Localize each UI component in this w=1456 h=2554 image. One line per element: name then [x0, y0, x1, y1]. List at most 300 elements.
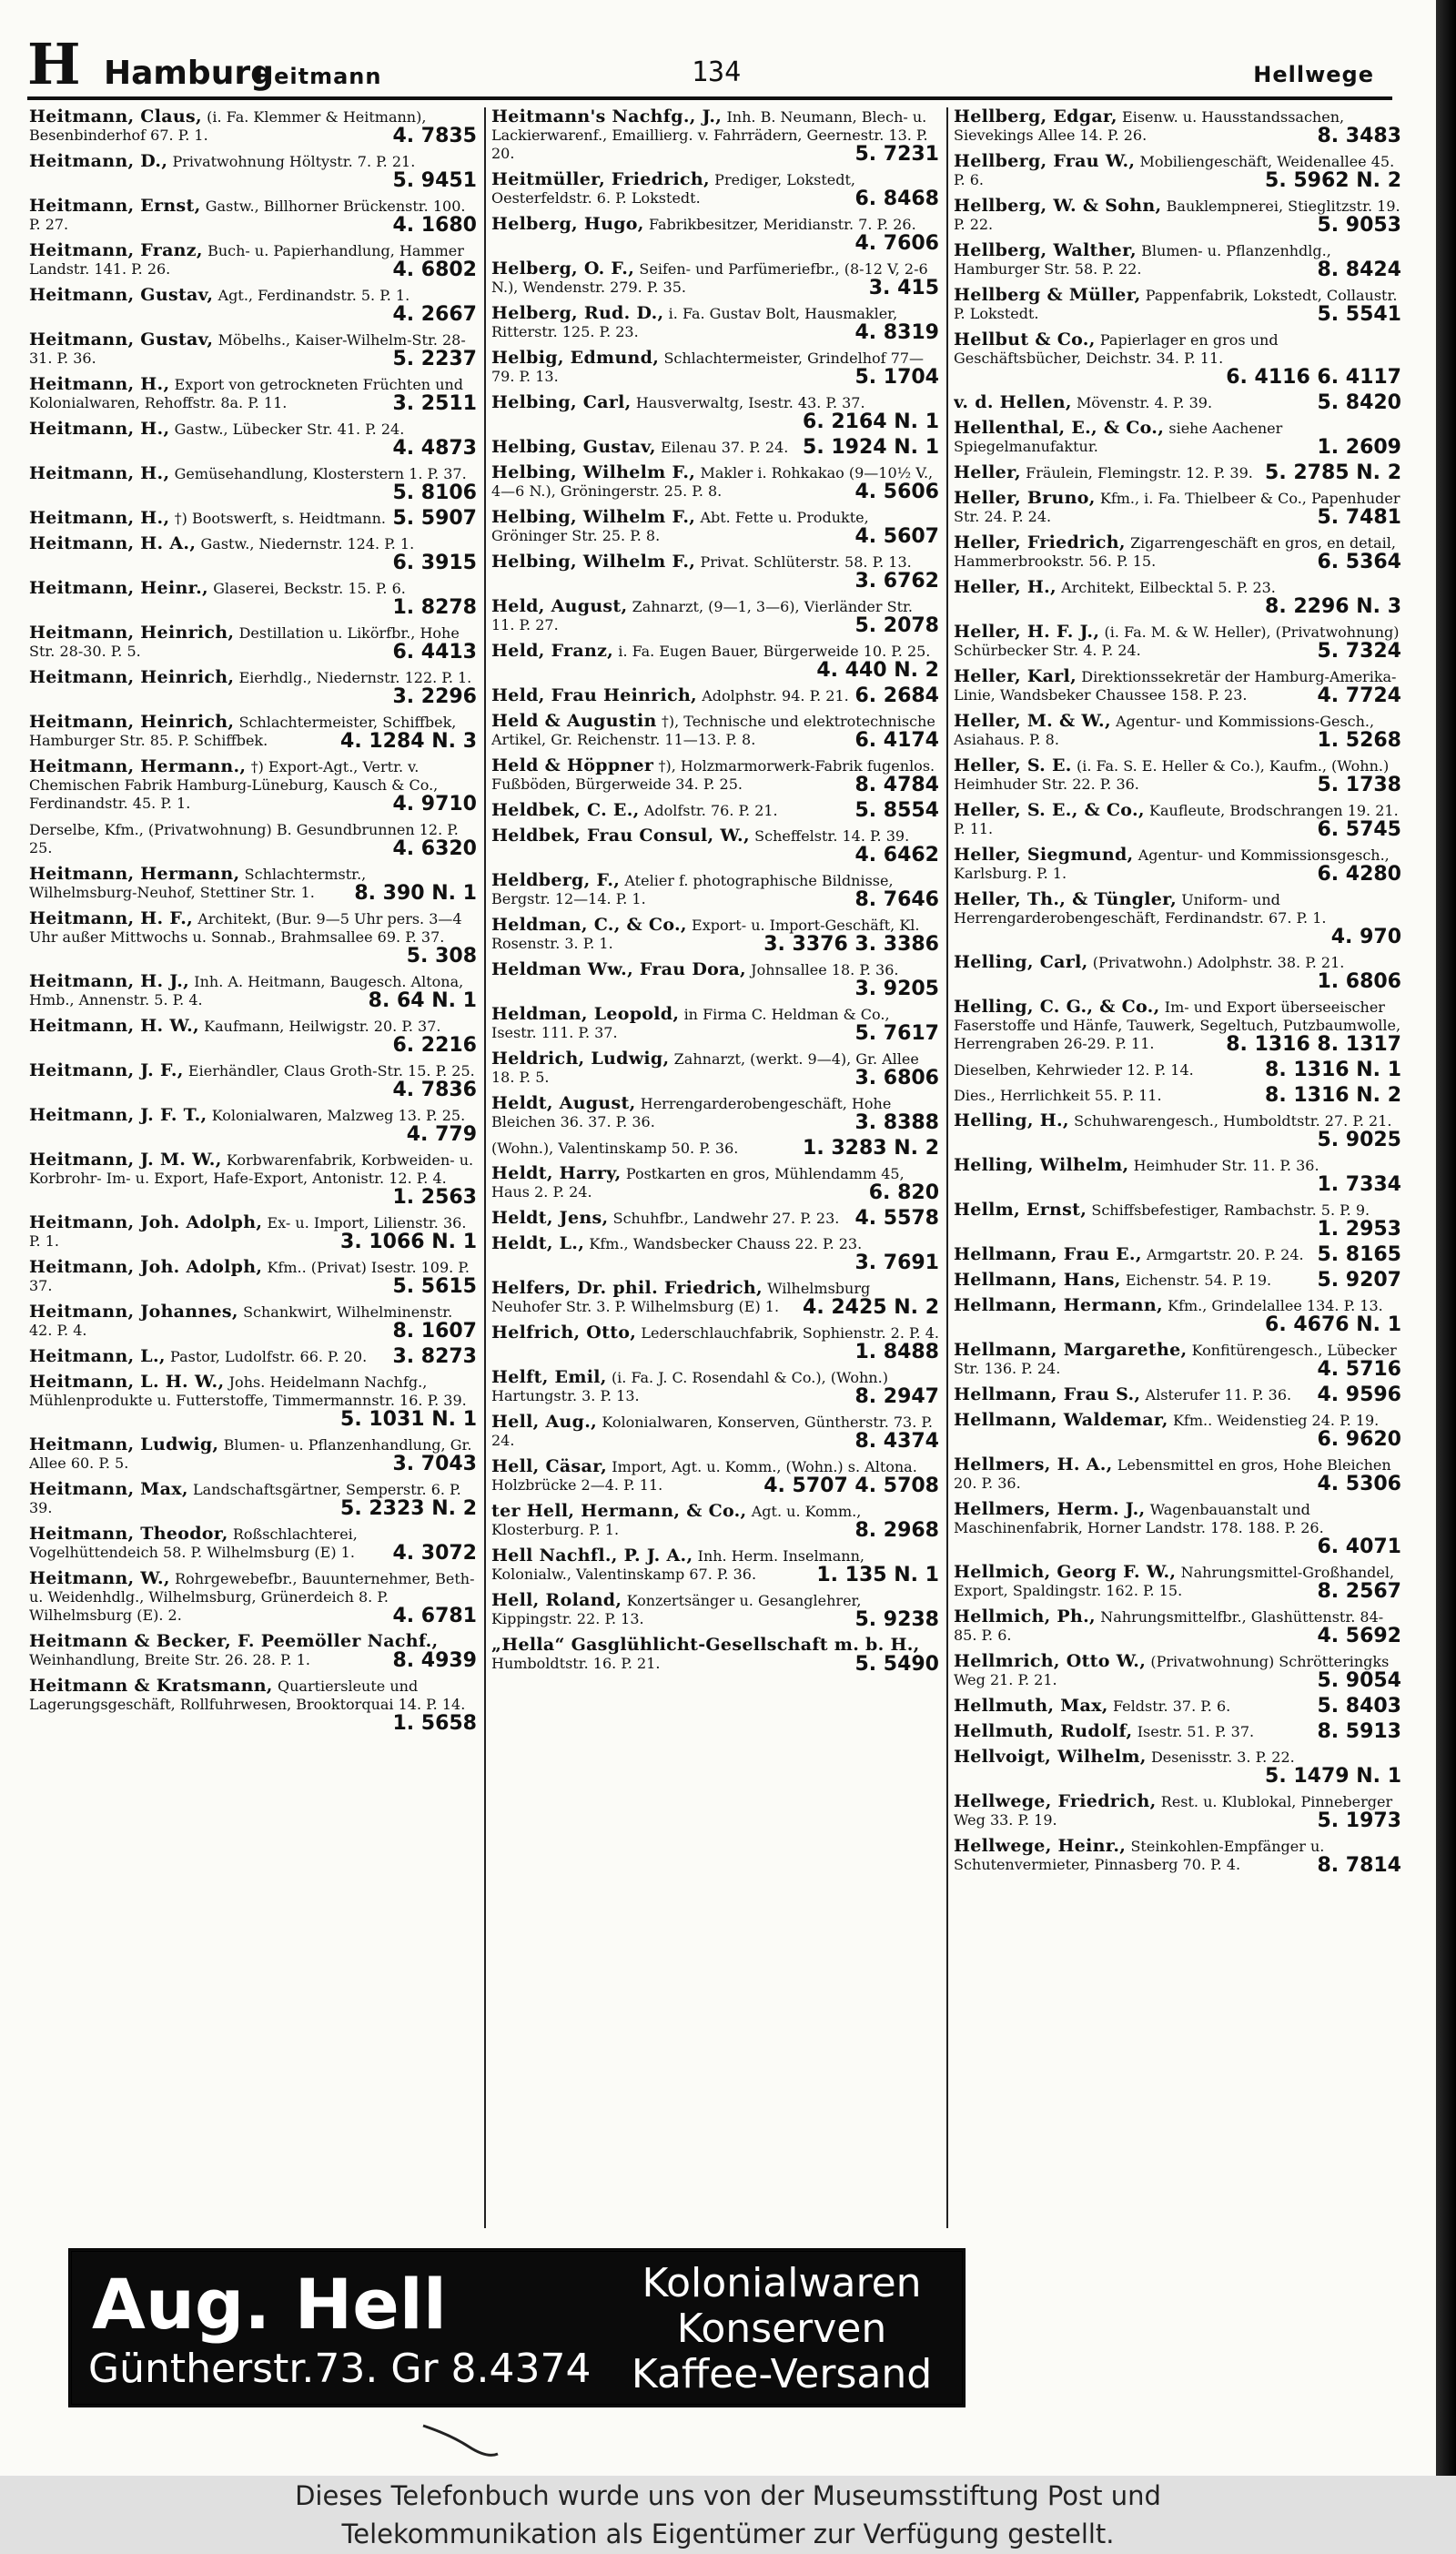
entry-details: Fabrikbesitzer, Meridianstr. 7. P. 26. [648, 216, 916, 233]
entry-name: Heitmann, H. A., [29, 534, 197, 553]
entry-details: Landschaftsgärtner, Semperstr. 6. P. 39. [29, 1481, 461, 1516]
entry-name: Hellmann, Hermann, [954, 1296, 1163, 1315]
section-letter: H [27, 31, 81, 97]
phone-number: 4. 5607 [854, 525, 939, 547]
directory-entry [29, 241, 477, 280]
phone-number: 4. 5707 4. 5708 [763, 1475, 939, 1496]
entry-name: Heldrich, Ludwig, [491, 1049, 670, 1069]
entry-details: Derselbe, Kfm., (Privatwohnung) B. Gesundbrunnen 12. P. 25. [29, 821, 459, 856]
entry-name: Heldbek, Frau Consul, W., [491, 826, 750, 846]
phone-number: 4. 2667 [392, 303, 477, 325]
phone-number: 4. 5716 [1317, 1358, 1401, 1380]
entry-details: Eierhdlg., Niedernstr. 122. P. 1. [238, 669, 472, 686]
directory-entry [29, 1017, 477, 1056]
directory-entry [954, 419, 1401, 458]
phone-number: 4. 9596 [1317, 1385, 1401, 1405]
column-divider [946, 107, 948, 2228]
directory-entry [954, 756, 1401, 796]
phone-number: 3. 7691 [854, 1252, 939, 1273]
entry-name: Heitmann, Max, [29, 1480, 188, 1499]
phone-number: 5. 7231 [854, 143, 939, 165]
entry-name: Heldbek, C. E., [491, 801, 640, 820]
directory-entry [954, 890, 1401, 948]
phone-number: 5. 2078 [854, 614, 939, 636]
directory-entry [954, 578, 1401, 617]
advert-line: Konserven [676, 2306, 887, 2352]
entry-name: Heitmann, Gustav, [29, 286, 214, 305]
phone-number: 8. 1316 8. 1317 [1226, 1033, 1401, 1055]
entry-name: Hellmers, Herm. J., [954, 1500, 1146, 1519]
entry-name: Heitmann, Hermann, [29, 865, 240, 884]
phone-number: 4. 9710 [392, 793, 477, 815]
entry-details: Eisenw. u. Hausstandssachen, Sievekings Allee 14. P. 26. [954, 108, 1345, 144]
entry-details: Möbelhs., Kaiser-Wilhelm-Str. 28-31. P. 36. [29, 331, 466, 367]
phone-number: 6. 5364 [1317, 551, 1401, 573]
directory-entry [954, 998, 1401, 1055]
phone-number: 5. 5615 [392, 1275, 477, 1297]
directory-entry [954, 1722, 1401, 1742]
entry-details: Kolonialwaren, Malzweg 13. P. 25. [211, 1107, 466, 1124]
phone-number: 6. 4280 [1317, 863, 1401, 885]
phone-number: 5. 9054 [1317, 1669, 1401, 1691]
directory-entry [29, 1213, 477, 1252]
directory-entry [491, 1323, 939, 1363]
entry-details: Rohrgewebefbr., Bauunternehmer, Beth- u. Weidenhdlg., Wilhelmsburg, Grünerdeich 8. P. Wilhelmsburg (E). 2. [29, 1570, 475, 1624]
entry-details: Uniform- und Herrengarderobengeschäft, Ferdinandstr. 67. P. 1. [954, 891, 1327, 927]
entry-details: Seifen- und Parfümeriefbr., (8-12 V, 2-6 N.), Wendenstr. 279. P. 35. [491, 260, 928, 296]
phone-number: 4. 6781 [392, 1605, 477, 1627]
entry-name: Helling, Wilhelm, [954, 1156, 1129, 1175]
entry-name: Heller, [954, 463, 1021, 482]
directory-entry [491, 642, 939, 681]
phone-number: 5. 1973 [1317, 1809, 1401, 1831]
phone-number: 5. 2785 N. 2 [1265, 463, 1401, 483]
phone-number: 3. 6806 [854, 1067, 939, 1089]
entry-details: Direktionssekretär der Hamburg-Amerika-Linie, Wandsbeker Chaussee 158. P. 23. [954, 668, 1397, 704]
entry-details: †), Technische und elektrotechnische Artikel, Gr. Reichenstr. 11—13. P. 8. [491, 713, 935, 748]
phone-number: 5. 5962 N. 2 [1265, 169, 1401, 191]
column-1 [29, 107, 477, 2228]
entry-name: Heitmann, L. H. W., [29, 1373, 225, 1392]
phone-number: 5. 5907 [392, 509, 477, 529]
entry-details: Dieselben, Kehrwieder 12. P. 14. [954, 1061, 1194, 1079]
first-entry-word: Heitmann [255, 64, 382, 89]
directory-entry [29, 420, 477, 459]
directory-entry [954, 846, 1401, 885]
entry-details: Glaserei, Beckstr. 15. P. 6. [213, 580, 406, 597]
phone-number: 8. 3483 [1317, 125, 1401, 147]
entry-details: Inh. B. Neumann, Blech- u. Lackierwarenf., Emaillierg. v. Fahrrädern, Geernestr. 13. P. 20. [491, 108, 928, 162]
directory-entry [954, 489, 1401, 528]
directory-entry [29, 623, 477, 663]
phone-number: 5. 8403 [1317, 1697, 1401, 1717]
directory-entry [954, 463, 1401, 483]
entry-name: Held, Frau Heinrich, [491, 686, 697, 705]
entry-name: Hellvoigt, Wilhelm, [954, 1748, 1147, 1767]
phone-number: 4. 7724 [1317, 684, 1401, 706]
entry-details: Architekt, (Bur. 9—5 Uhr pers. 3—4 Uhr außer Mittwochs u. Sonnab., Brahmsallee 69. P. 37. [29, 910, 462, 946]
phone-number: 5. 9207 [1317, 1271, 1401, 1291]
directory-entry [491, 1546, 939, 1586]
entry-name: Heitmann, H. J., [29, 972, 190, 991]
phone-number: 5. 9025 [1317, 1129, 1401, 1150]
entry-details: Bauklempnerei, Stieglitzstr. 19. P. 22. [954, 198, 1400, 233]
phone-number: 3. 2296 [392, 685, 477, 707]
entry-details: Armgartstr. 20. P. 24. [1147, 1246, 1304, 1263]
entry-name: Hell, Cäsar, [491, 1457, 607, 1476]
directory-entry [29, 972, 477, 1011]
entry-details: †), Holzmarmorwerk-Fabrik fugenlos. Fußböden, Bürgerweide 34. P. 25. [491, 757, 935, 793]
entry-name: Held, August, [491, 597, 628, 616]
entry-name: Heller, H. F. J., [954, 623, 1100, 642]
entry-details: i. Fa. Gustav Bolt, Hausmakler, Ritterstr. 125. P. 23. [491, 305, 898, 340]
directory-entry [954, 1156, 1401, 1195]
phone-number: 5. 5541 [1317, 303, 1401, 325]
entry-name: Hellmrich, Otto W., [954, 1652, 1147, 1671]
page-number: 134 [692, 56, 742, 88]
directory-entry [29, 286, 477, 325]
phone-number: 4. 6462 [854, 844, 939, 866]
entry-name: Hellmann, Margarethe, [954, 1341, 1188, 1360]
phone-number: 8. 2296 N. 3 [1265, 595, 1401, 617]
entry-details: Gastw., Niedernstr. 124. P. 1. [200, 535, 415, 552]
phone-number: 6. 4413 [392, 641, 477, 663]
directory-entry [954, 1385, 1401, 1405]
entry-name: Helberg, Rud. D., [491, 304, 664, 323]
phone-number: 4. 5692 [1317, 1625, 1401, 1647]
directory-entry [954, 393, 1401, 413]
entry-name: Heitmann, Claus, [29, 107, 202, 127]
entry-details: Roßschlachterei, Vogelhüttendeich 58. P. Wilhelmsburg (E) 1. [29, 1525, 358, 1561]
entry-name: Hellmers, H. A., [954, 1455, 1113, 1475]
footer-line: Dieses Telefonbuch wurde uns von der Museumsstiftung Post und [295, 2480, 1161, 2511]
entry-details: Gemüsehandlung, Klosterstern 1. P. 37. [174, 465, 467, 482]
phone-number: 1. 2953 [1317, 1218, 1401, 1240]
entry-details: Eilenau 37. P. 24. [661, 439, 789, 456]
entry-details: Eichenstr. 54. P. 19. [1125, 1272, 1272, 1289]
phone-number: 4. 1680 [392, 214, 477, 236]
directory-entry [954, 1111, 1401, 1150]
phone-number: 3. 415 [868, 277, 939, 299]
directory-entry [29, 1677, 477, 1734]
directory-entry [954, 953, 1401, 992]
entry-name: Hellberg, Frau W., [954, 152, 1136, 171]
directory-entry [491, 1413, 939, 1452]
entry-details: †) Export-Agt., Vertr. v. Chemischen Fabrik Hamburg-Lüneburg, Kausch & Co., Ferdinandstr. 45. P. 1. [29, 758, 439, 812]
phone-number: 8. 7646 [854, 888, 939, 910]
entry-details: Destillation u. Likörfbr., Hohe Str. 28-30. P. 5. [29, 624, 460, 660]
city-name: Hamburg [104, 55, 274, 92]
entry-name: Hellbut & Co., [954, 330, 1096, 350]
entry-name: Heitmann, J. F. T., [29, 1106, 207, 1125]
entry-details: Blumen- u. Pflanzenhdlg., Hamburger Str. 58. P. 22. [954, 242, 1331, 278]
entry-name: Heitmann & Kratsmann, [29, 1677, 273, 1696]
directory-entry [954, 1341, 1401, 1380]
directory-entry [491, 1502, 939, 1541]
phone-number: 4. 1284 N. 3 [340, 730, 477, 752]
phone-number: 4. 5578 [854, 1209, 939, 1229]
phone-number: 8. 1607 [392, 1320, 477, 1342]
entry-details: Wilhelmsburg Neuhofer Str. 3. P. Wilhelmsburg (E) 1. [491, 1280, 871, 1315]
entry-name: Heitmann's Nachfg., J., [491, 107, 723, 127]
phone-number: 4. 8319 [854, 321, 939, 343]
entry-name: Heitmann, D., [29, 152, 168, 171]
entry-details: Konfitürengesch., Lübecker Str. 136. P. 24. [954, 1342, 1397, 1377]
directory-entry [29, 1569, 477, 1627]
entry-name: Helbing, Wilhelm F., [491, 508, 696, 527]
entry-details: Steinkohlen-Empfänger u. Schutenvermieter, Pinnasberg 70. P. 4. [954, 1838, 1325, 1873]
entry-name: Hellmann, Frau S., [954, 1385, 1141, 1404]
directory-entry [954, 107, 1401, 147]
phone-number: 5. 1031 N. 1 [340, 1408, 477, 1430]
entry-details: Import, Agt. u. Komm., (Wohn.) s. Altona. Holzbrücke 2—4. P. 11. [491, 1458, 917, 1494]
entry-details: Agentur- und Kommissionsgesch., Karlsburg. P. 1. [954, 846, 1390, 882]
directory-entry [29, 1480, 477, 1519]
entry-name: Held, Franz, [491, 642, 614, 661]
directory-entry [491, 1234, 939, 1273]
phone-number: 8. 1316 N. 1 [1265, 1060, 1401, 1080]
entry-name: Hellmann, Frau E., [954, 1245, 1142, 1264]
directory-entry [954, 712, 1401, 751]
directory-entry [491, 259, 939, 299]
phone-number: 1. 135 N. 1 [816, 1564, 939, 1586]
entry-name: Heldt, Harry, [491, 1164, 622, 1183]
directory-entry [491, 1636, 939, 1675]
entry-name: Heller, S. E., & Co., [954, 801, 1145, 820]
phone-number: 8. 4784 [854, 774, 939, 796]
entry-details: Agentur- und Kommissions-Gesch., Asiahaus. P. 8. [954, 713, 1375, 748]
entry-details: Nahrungsmittel-Großhandel, Export, Spaldingstr. 162. P. 15. [954, 1564, 1395, 1599]
phone-number: 4. 6802 [392, 258, 477, 280]
phone-number: 5. 5490 [854, 1653, 939, 1675]
directory-entry [491, 712, 939, 751]
entry-details: Im- und Export überseeischer Faserstoffe und Hänfe, Tauwerk, Segeltuch, Putzbaumwolle, Herrengraben 26-29. P. 11. [954, 998, 1401, 1052]
last-entry-word: Hellwege [1253, 62, 1374, 87]
entry-details: Abt. Fette u. Produkte, Gröninger Str. 25. P. 8. [491, 509, 869, 544]
directory-entry [954, 801, 1401, 840]
directory-entry [29, 509, 477, 529]
entry-name: Hellwege, Friedrich, [954, 1792, 1157, 1811]
directory-entry [954, 1697, 1401, 1717]
entry-details: Schlachtermeister, Schiffbek, Hamburger Str. 85. P. Schiffbek. [29, 714, 457, 749]
directory-entry [491, 1094, 939, 1133]
directory-entry [491, 463, 939, 502]
scan-credit-footer [0, 2476, 1456, 2554]
phone-number: 5. 7481 [1317, 506, 1401, 528]
header-rule [27, 96, 1392, 100]
phone-number: 6. 820 [868, 1181, 939, 1203]
entry-name: Heldman, Leopold, [491, 1005, 680, 1024]
directory-entry [29, 909, 477, 967]
phone-number: 3. 8388 [854, 1111, 939, 1133]
phone-number: 4. 779 [406, 1123, 477, 1145]
entry-name: Heldt, Jens, [491, 1209, 609, 1228]
directory-entry [29, 375, 477, 414]
entry-details: Zahnarzt, (9—1, 3—6), Vierländer Str. 11. P. 27. [491, 598, 913, 633]
entry-name: Heldman Ww., Frau Dora, [491, 960, 746, 979]
entry-name: Heitmann & Becker, F. Peemöller Nachf., [29, 1632, 439, 1651]
directory-entry [491, 686, 939, 706]
phone-number: 1. 2563 [392, 1186, 477, 1208]
entry-details: Atelier f. photographische Bildnisse, Bergstr. 12—14. P. 1. [491, 872, 894, 907]
entry-name: Helling, Carl, [954, 953, 1088, 972]
phone-number: 6. 2684 [854, 686, 939, 706]
directory-entry [29, 1347, 477, 1367]
entry-name: Heitmann, Franz, [29, 241, 203, 260]
entry-details: Agt. u. Komm., Klosterburg. P. 1. [491, 1503, 862, 1538]
entry-name: Heitmann, Joh. Adolph, [29, 1213, 263, 1232]
phone-number: 8. 64 N. 1 [368, 989, 477, 1011]
phone-number: 5. 7617 [854, 1022, 939, 1044]
entry-details: Gastw., Lübecker Str. 41. P. 24. [174, 421, 405, 438]
directory-entry [491, 1139, 939, 1159]
directory-entry [491, 349, 939, 388]
entry-details: Herrengarderobengeschäft, Hohe Bleichen 36. 37. P. 36. [491, 1095, 892, 1130]
phone-number: 5. 9053 [1317, 214, 1401, 236]
entry-details: Agt., Ferdinandstr. 5. P. 1. [217, 287, 410, 304]
directory-entry [954, 1271, 1401, 1291]
phone-number: 6. 4071 [1317, 1535, 1401, 1557]
entry-details: (i. Fa. M. & W. Heller), (Privatwohnung) Schürbecker Str. 4. P. 24. [954, 623, 1400, 659]
directory-entry [29, 1525, 477, 1564]
directory-entry [29, 668, 477, 707]
entry-name: Heitmann, Hermann., [29, 757, 247, 776]
entry-details: Zahnarzt, (werkt. 9—4), Gr. Allee 18. P. 5. [491, 1050, 919, 1086]
entry-details: Schuhfbr., Landwehr 27. P. 23. [612, 1210, 840, 1227]
directory-entry [29, 197, 477, 236]
phone-number: 8. 2947 [854, 1385, 939, 1407]
entry-details: (Wohn.), Valentinskamp 50. P. 36. [491, 1140, 739, 1157]
phone-number: 3. 1066 N. 1 [340, 1231, 477, 1252]
phone-number: 6. 8468 [854, 187, 939, 209]
directory-entry [954, 1201, 1401, 1240]
phone-number: 3. 3376 3. 3386 [763, 933, 939, 955]
entry-details: Export- u. Import-Geschäft, Kl. Rosenstr. 3. P. 1. [491, 917, 920, 952]
phone-number: 5. 308 [406, 945, 477, 967]
entry-name: Heitmann, W., [29, 1569, 170, 1588]
page-header [27, 31, 1392, 100]
entry-name: Hellmich, Georg F. W., [954, 1563, 1177, 1582]
phone-number: 6. 4116 6. 4117 [1226, 366, 1401, 388]
entry-details: Weinhandlung, Breite Str. 26. 28. P. 1. [29, 1651, 311, 1668]
advert-line: Kolonialwaren [642, 2260, 922, 2306]
phone-number: 5. 2323 N. 2 [340, 1497, 477, 1519]
entry-details: (i. Fa. J. C. Rosendahl & Co.), (Wohn.) Hartungstr. 3. P. 13. [491, 1369, 888, 1404]
directory-entry [954, 1748, 1401, 1787]
phone-number: 5. 2237 [392, 348, 477, 370]
entry-name: Helling, H., [954, 1111, 1069, 1130]
entry-details: in Firma C. Heldman & Co., Isestr. 111. P. 37. [491, 1006, 890, 1041]
directory-entry [954, 1086, 1401, 1106]
entry-name: Hellberg, Edgar, [954, 107, 1117, 127]
directory-entry [954, 1296, 1401, 1335]
entry-name: Hell, Aug., [491, 1413, 598, 1432]
entry-details: Makler i. Rohkakao (9—10½ V., 4—6 N.), Gröningerstr. 25. P. 8. [491, 464, 934, 500]
directory-entry [491, 1164, 939, 1203]
phone-number: 4. 7835 [392, 125, 477, 147]
entry-name: Heitmann, Joh. Adolph, [29, 1258, 263, 1277]
phone-number: 8. 1316 N. 2 [1265, 1086, 1401, 1106]
phone-number: 4. 440 N. 2 [816, 659, 939, 681]
column-3 [954, 107, 1401, 2228]
directory-entry [29, 107, 477, 147]
phone-number: 4. 2425 N. 2 [803, 1296, 939, 1318]
entry-name: Helfrich, Otto, [491, 1323, 637, 1343]
entry-details: Johs. Heidelmann Nachfg., Mühlenprodukte u. Futterstoffe, Timmermannstr. 16. P. 39. [29, 1373, 467, 1409]
entry-name: Heitmann, Heinrich, [29, 668, 235, 687]
phone-number: 8. 4374 [854, 1430, 939, 1452]
phone-number: 4. 5306 [1317, 1473, 1401, 1495]
entry-details: (Privatwohn.) Adolphstr. 38. P. 21. [1092, 954, 1345, 971]
directory-entry [29, 1373, 477, 1430]
entry-details: siehe Aachener Spiegelmanufaktur. [954, 420, 1283, 455]
directory-entry [954, 1245, 1401, 1265]
directory-entry [29, 1435, 477, 1475]
directory-entry [491, 1209, 939, 1229]
phone-number: 5. 7324 [1317, 640, 1401, 662]
entry-name: Hellmann, Hans, [954, 1271, 1121, 1290]
directory-entry [29, 820, 477, 859]
entry-name: Heldt, August, [491, 1094, 636, 1113]
entry-details: Adolfstr. 76. P. 21. [643, 802, 778, 819]
phone-number: 8. 5913 [1317, 1722, 1401, 1742]
entry-details: Buch- u. Papierhandlung, Hammer Landstr. 141. P. 26. [29, 242, 464, 278]
entry-name: Heitmann, J. F., [29, 1061, 184, 1080]
directory-entry [954, 286, 1401, 325]
entry-details: Scheffelstr. 14. P. 39. [754, 827, 910, 845]
entry-name: Hellmuth, Rudolf, [954, 1722, 1133, 1741]
entry-details: Schiffsbefestiger, Rambachstr. 5. P. 9. [1091, 1201, 1370, 1219]
directory-entry [954, 1500, 1401, 1557]
phone-number: 1. 2609 [1317, 436, 1401, 458]
directory-entry [954, 241, 1401, 280]
directory-entry [29, 1632, 477, 1671]
phone-number: 4. 5606 [854, 481, 939, 502]
entry-details: Privatwohnung Höltystr. 7. P. 21. [172, 153, 416, 170]
directory-entry [491, 107, 939, 165]
entry-details: Postkarten en gros, Mühlendamm 45, Haus 2. P. 24. [491, 1165, 905, 1201]
phone-number: 5. 1479 N. 1 [1265, 1765, 1401, 1787]
directory-entry [491, 1368, 939, 1407]
directory-entry [954, 1652, 1401, 1691]
entry-name: Helbing, Wilhelm F., [491, 463, 696, 482]
entry-details: Korbwarenfabrik, Korbweiden- u. Korbrohr- Im- u. Export, Hafe-Export, Antonistr. 12. P. 4. [29, 1151, 474, 1187]
directory-entry [491, 801, 939, 821]
entry-details: Ex- u. Import, Lilienstr. 36. P. 1. [29, 1214, 467, 1250]
entry-name: Heller, H., [954, 578, 1057, 597]
entry-name: Helberg, O. F., [491, 259, 635, 279]
entry-details: Nahrungsmittelfbr., Glashüttenstr. 84-85. P. 6. [954, 1608, 1384, 1644]
phone-number: 4. 3072 [392, 1542, 477, 1564]
entry-name: Hellberg, Walther, [954, 241, 1137, 260]
entry-name: Hellm, Ernst, [954, 1201, 1087, 1220]
entry-details: Lebensmittel en gros, Hohe Bleichen 20. P. 36. [954, 1456, 1391, 1492]
directory-entry [29, 534, 477, 573]
entry-name: Helling, C. G., & Co., [954, 998, 1160, 1017]
entry-name: Helberg, Hugo, [491, 215, 644, 234]
entry-name: Helbing, Gustav, [491, 438, 656, 457]
phone-number: 6. 4676 N. 1 [1265, 1313, 1401, 1335]
phone-number: 8. 7814 [1317, 1854, 1401, 1876]
entry-name: Helft, Emil, [491, 1368, 607, 1387]
entry-details: Lederschlauchfabrik, Sophienstr. 2. P. 4. [641, 1324, 939, 1342]
entry-details: (i. Fa. S. E. Heller & Co.), Kaufm., (Wohn.) Heimhuder Str. 22. P. 36. [954, 757, 1390, 793]
entry-details: Prediger, Lokstedt, Oesterfeldstr. 6. P. Lokstedt. [491, 171, 856, 207]
entry-name: Hellmuth, Max, [954, 1697, 1108, 1716]
entry-details: Schuhwarengesch., Humboldtstr. 27. P. 21. [1074, 1112, 1392, 1130]
phone-number: 8. 2567 [1317, 1580, 1401, 1602]
entry-name: Heitmann, Ernst, [29, 197, 201, 216]
